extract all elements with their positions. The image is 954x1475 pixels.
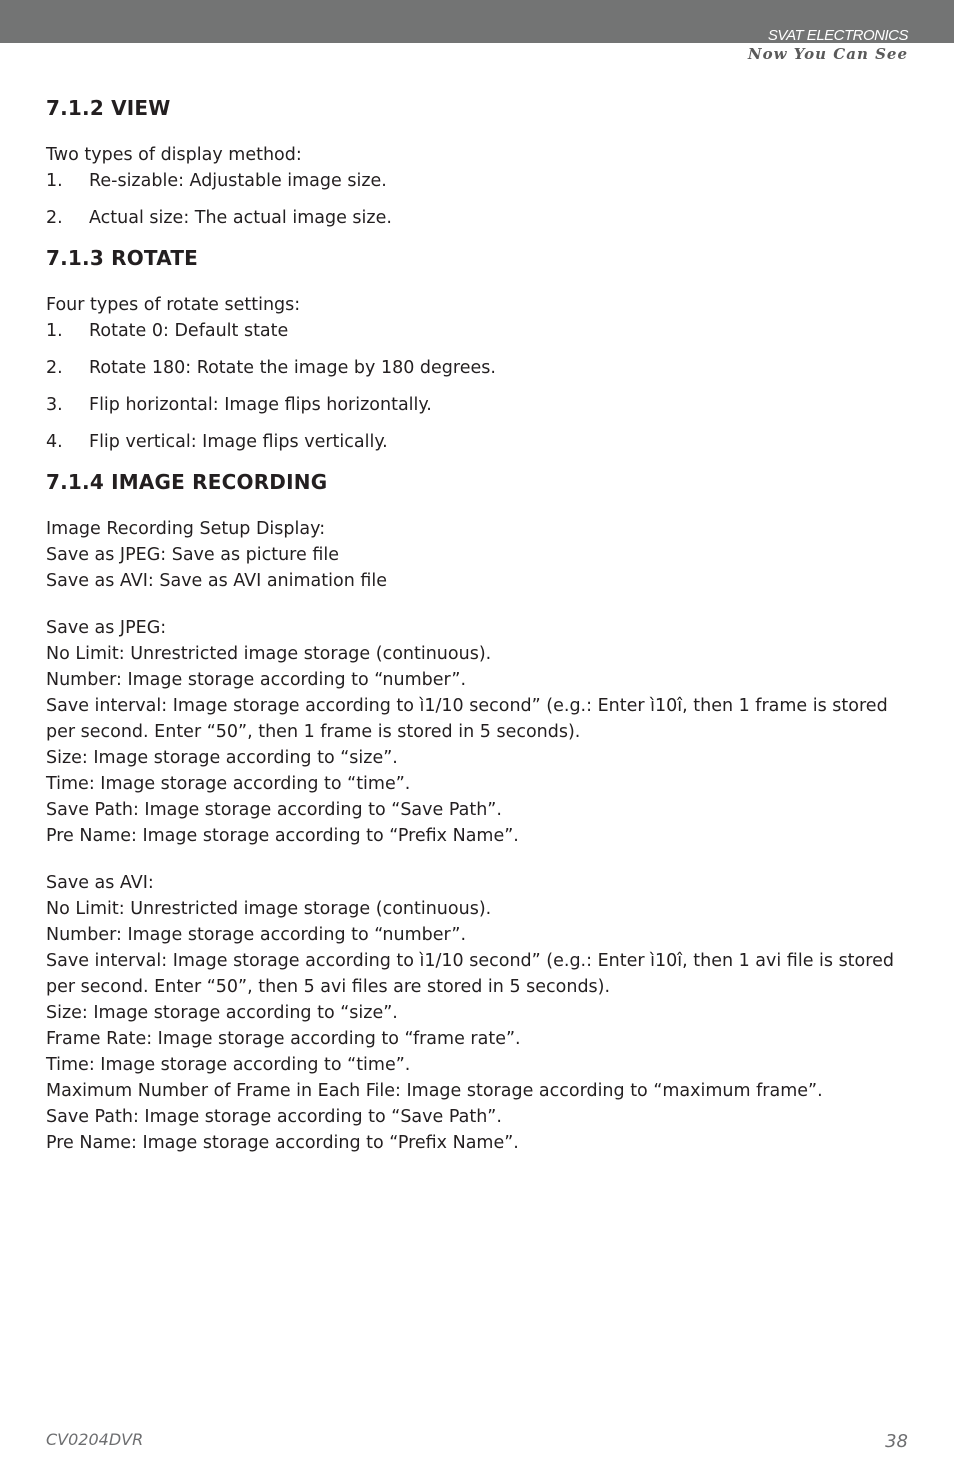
list-text: Rotate 180: Rotate the image by 180 degrees.	[89, 358, 496, 378]
text-line: Save as JPEG: Save as picture file	[46, 545, 339, 565]
brand-tagline: Now You Can See	[747, 45, 908, 63]
text-line: Image Recording Setup Display:	[46, 519, 326, 539]
text-line: Pre Name: Image storage according to “Prefix Name”.	[46, 826, 519, 846]
text-line: Size: Image storage according to “size”.	[46, 748, 398, 768]
list-number: 4.	[46, 432, 63, 452]
rotate-intro: Four types of rotate settings:	[46, 295, 301, 315]
text-line: No Limit: Unrestricted image storage (continuous).	[46, 644, 492, 664]
rotate-list	[46, 318, 908, 455]
text-line: Size: Image storage according to “size”.	[46, 1003, 398, 1023]
text-line: Number: Image storage according to “number”.	[46, 670, 467, 690]
list-item	[46, 355, 908, 381]
list-item	[46, 205, 908, 231]
text-line: Save as AVI: Save as AVI animation file	[46, 571, 388, 591]
list-number: 2.	[46, 358, 63, 378]
list-text: Rotate 0: Default state	[89, 321, 289, 341]
list-item	[46, 429, 908, 455]
list-text: Actual size: The actual image size.	[89, 208, 392, 228]
text-line: No Limit: Unrestricted image storage (continuous).	[46, 899, 492, 919]
list-number: 3.	[46, 395, 63, 415]
text-line: Save interval: Image storage according to ì1/10 second” (e.g.: Enter ì10î, then 1 avi file is stored per second. Enter “50”, then 5 avi files are stored in 5 seconds).	[46, 951, 894, 997]
text-line: Number: Image storage according to “number”.	[46, 925, 467, 945]
text-line: Time: Image storage according to “time”.	[46, 774, 411, 794]
text-line: Frame Rate: Image storage according to “frame rate”.	[46, 1029, 521, 1049]
setup-block	[46, 516, 908, 594]
avi-block	[46, 870, 908, 1156]
view-list	[46, 168, 908, 231]
text-line: Maximum Number of Frame in Each File: Image storage according to “maximum frame”.	[46, 1081, 823, 1101]
text-line: Save as AVI:	[46, 873, 154, 893]
section-title-image-recording: 7.1.4 IMAGE RECORDING	[46, 470, 328, 494]
text-line: Pre Name: Image storage according to “Prefix Name”.	[46, 1133, 519, 1153]
list-text: Flip vertical: Image flips vertically.	[89, 432, 388, 452]
page-content	[46, 94, 908, 1156]
list-number: 2.	[46, 208, 63, 228]
list-text: Flip horizontal: Image flips horizontally.	[89, 395, 432, 415]
list-text: Re-sizable: Adjustable image size.	[89, 171, 387, 191]
list-number: 1.	[46, 171, 63, 191]
text-line: Save interval: Image storage according to ì1/10 second” (e.g.: Enter ì10î, then 1 frame is stored per second. Enter “50”, then 1 frame is stored in 5 seconds).	[46, 696, 888, 742]
list-item	[46, 392, 908, 418]
list-item	[46, 168, 908, 194]
page-number: 38	[885, 1431, 908, 1452]
section-title-rotate: 7.1.3 ROTATE	[46, 246, 199, 270]
section-title-view: 7.1.2 VIEW	[46, 96, 171, 120]
text-line: Save as JPEG:	[46, 618, 167, 638]
brand-name: SVAT ELECTRONICS	[767, 27, 908, 44]
list-item	[46, 318, 908, 344]
list-number: 1.	[46, 321, 63, 341]
footer-model: CV0204DVR	[46, 1430, 144, 1449]
text-line: Save Path: Image storage according to “Save Path”.	[46, 800, 502, 820]
jpeg-block	[46, 615, 908, 849]
brand-block	[748, 27, 908, 63]
text-line: Save Path: Image storage according to “Save Path”.	[46, 1107, 502, 1127]
view-intro: Two types of display method:	[46, 145, 302, 165]
text-line: Time: Image storage according to “time”.	[46, 1055, 411, 1075]
